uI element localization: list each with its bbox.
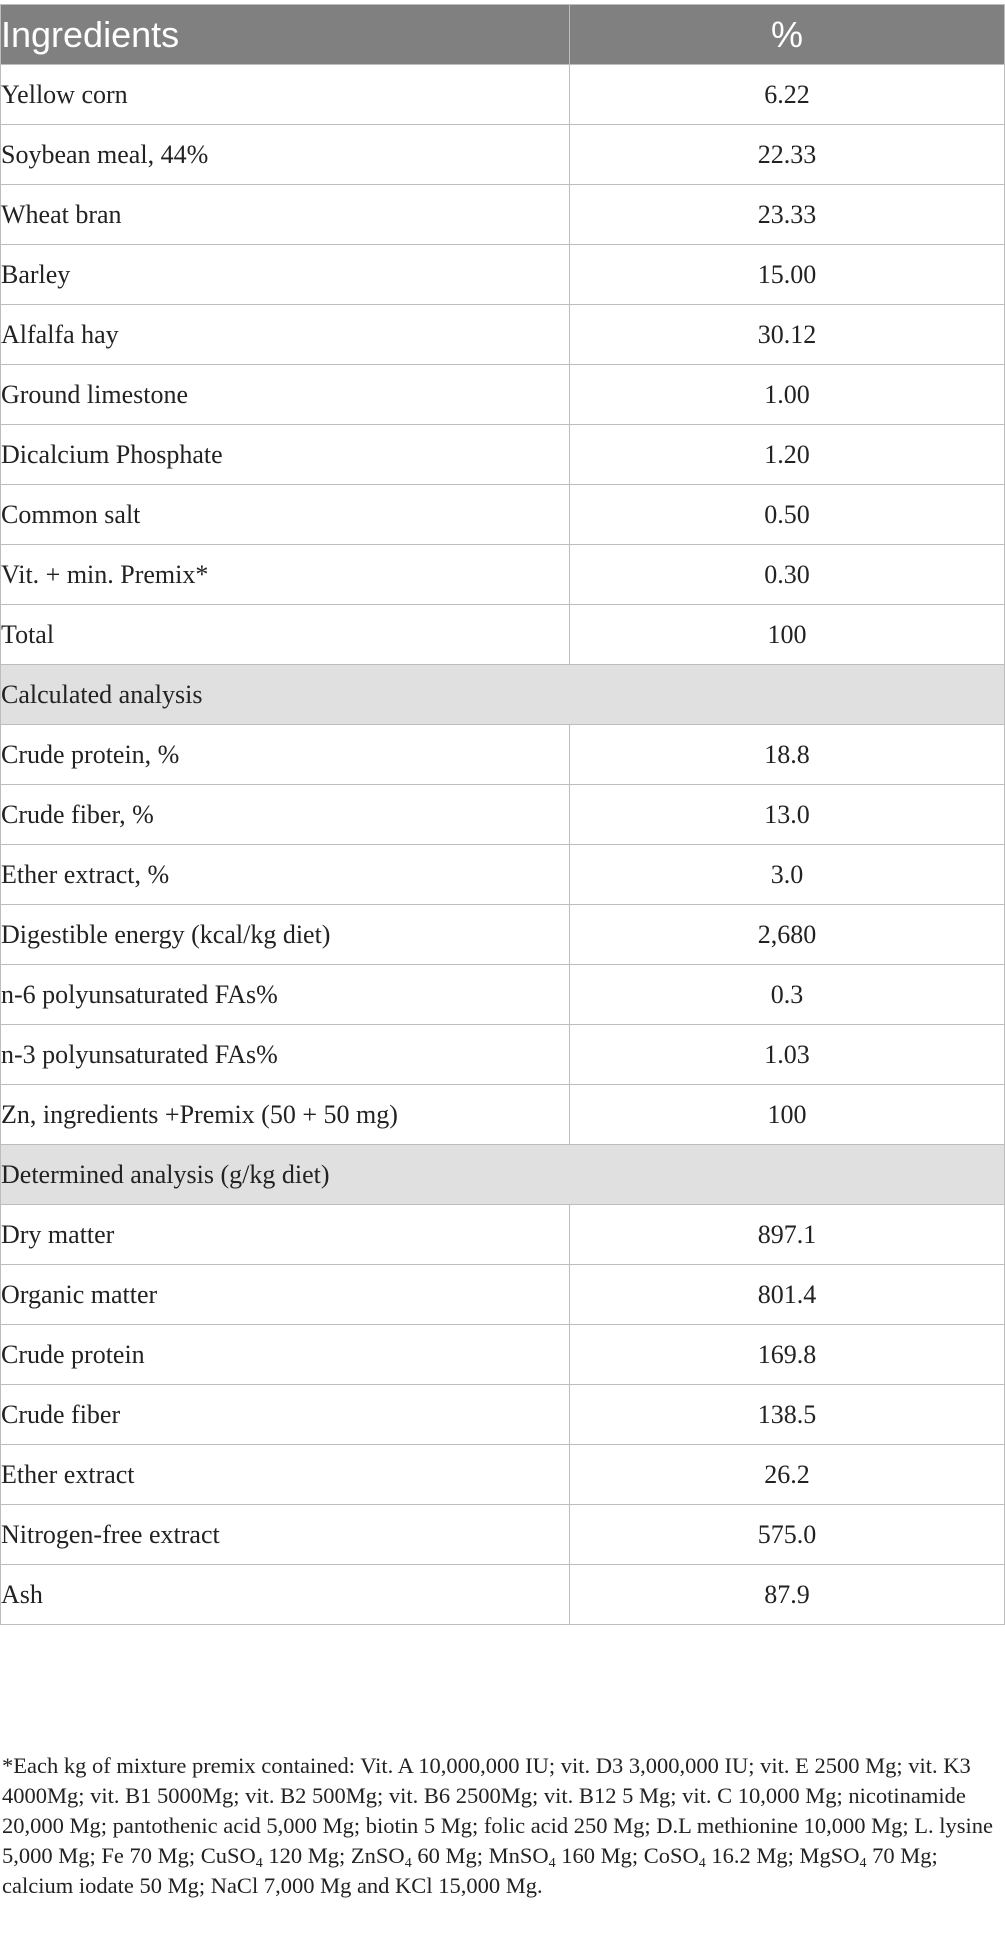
section-calculated-analysis (1, 665, 1005, 725)
table-row (1, 785, 1005, 845)
row-value: 575.0 (570, 1505, 1005, 1565)
row-label: n-6 polyunsaturated FAs% (1, 965, 570, 1025)
footnote-subscript: 4 (548, 1855, 556, 1871)
row-label: Crude fiber (1, 1385, 570, 1445)
section-title: Calculated analysis (1, 665, 1005, 725)
table-row (1, 1205, 1005, 1265)
table-row (1, 485, 1005, 545)
row-label: Crude protein (1, 1325, 570, 1385)
row-label: Total (1, 605, 570, 665)
row-value: 23.33 (570, 185, 1005, 245)
row-value: 22.33 (570, 125, 1005, 185)
row-label: Vit. + min. Premix* (1, 545, 570, 605)
row-value: 0.30 (570, 545, 1005, 605)
table-row (1, 65, 1005, 125)
row-label: Wheat bran (1, 185, 570, 245)
header-ingredients: Ingredients (1, 5, 570, 65)
table-row (1, 845, 1005, 905)
table-row (1, 365, 1005, 425)
premix-footnote (0, 1751, 1005, 1901)
row-value: 1.00 (570, 365, 1005, 425)
table-row (1, 185, 1005, 245)
table-row (1, 425, 1005, 485)
row-value: 2,680 (570, 905, 1005, 965)
footnote-subscript: 4 (255, 1855, 263, 1871)
row-value: 18.8 (570, 725, 1005, 785)
row-label: Crude protein, % (1, 725, 570, 785)
footnote-text: 16.2 Mg; MgSO (705, 1842, 860, 1868)
footnote-text: 160 Mg; CoSO (555, 1842, 699, 1868)
row-label: Crude fiber, % (1, 785, 570, 845)
row-label: Ground limestone (1, 365, 570, 425)
row-value: 26.2 (570, 1445, 1005, 1505)
table-row-total (1, 605, 1005, 665)
row-label: Nitrogen-free extract (1, 1505, 570, 1565)
row-label: Dicalcium Phosphate (1, 425, 570, 485)
table-row (1, 1265, 1005, 1325)
row-value: 0.3 (570, 965, 1005, 1025)
footnote-subscript: 4 (404, 1855, 412, 1871)
section-determined-analysis (1, 1145, 1005, 1205)
table-row (1, 245, 1005, 305)
row-value: 138.5 (570, 1385, 1005, 1445)
row-value: 100 (570, 605, 1005, 665)
row-value: 801.4 (570, 1265, 1005, 1325)
row-label: Ash (1, 1565, 570, 1625)
row-label: Yellow corn (1, 65, 570, 125)
footnote-subscript: 4 (859, 1855, 867, 1871)
row-value: 1.20 (570, 425, 1005, 485)
row-value: 169.8 (570, 1325, 1005, 1385)
row-label: Organic matter (1, 1265, 570, 1325)
table-row (1, 1505, 1005, 1565)
table-header-row (1, 5, 1005, 65)
table-row (1, 1565, 1005, 1625)
row-value: 897.1 (570, 1205, 1005, 1265)
table-row (1, 1445, 1005, 1505)
table-row (1, 1025, 1005, 1085)
footnote-text: 120 Mg; ZnSO (262, 1842, 405, 1868)
table-row (1, 905, 1005, 965)
footnote-subscript: 4 (698, 1855, 706, 1871)
table-row (1, 305, 1005, 365)
table-row (1, 545, 1005, 605)
row-value: 6.22 (570, 65, 1005, 125)
table-row (1, 125, 1005, 185)
row-value: 87.9 (570, 1565, 1005, 1625)
row-label: Dry matter (1, 1205, 570, 1265)
row-label: Ether extract (1, 1445, 570, 1505)
diet-composition-table (0, 4, 1005, 1625)
row-label: Zn, ingredients +Premix (50 + 50 mg) (1, 1085, 570, 1145)
row-value: 13.0 (570, 785, 1005, 845)
row-value: 3.0 (570, 845, 1005, 905)
footnote-text: 60 Mg; MnSO (411, 1842, 549, 1868)
section-title: Determined analysis (g/kg diet) (1, 1145, 1005, 1205)
table-row (1, 1385, 1005, 1445)
header-percent: % (570, 5, 1005, 65)
row-label: Barley (1, 245, 570, 305)
row-value: 100 (570, 1085, 1005, 1145)
table-row (1, 965, 1005, 1025)
table-row (1, 1085, 1005, 1145)
row-label: Alfalfa hay (1, 305, 570, 365)
row-label: Digestible energy (kcal/kg diet) (1, 905, 570, 965)
row-value: 0.50 (570, 485, 1005, 545)
row-value: 30.12 (570, 305, 1005, 365)
row-label: n-3 polyunsaturated FAs% (1, 1025, 570, 1085)
footnote-text: *Each kg of mixture premix contained: Vit. A 10,000,000 IU; vit. D3 3,000,000 IU; vit. E 2500 Mg; vit. K3 4000Mg; vit. B1 5000Mg; vit. B2 500Mg; vit. B6 2500Mg; vit. B12 5 Mg; vit. C 10,000 Mg; nicotinamide 20,000 Mg; pantothenic acid 5,000 Mg; biotin 5 Mg; folic acid 250 Mg; D.L methionine 10,000 Mg; L. lysine 5,000 Mg; Fe 70 Mg; CuSO (2, 1752, 993, 1868)
row-label: Ether extract, % (1, 845, 570, 905)
footnote-text: 70 Mg; calcium iodate 50 Mg; NaCl 7,000 Mg and KCl 15,000 Mg. (2, 1842, 938, 1898)
row-label: Soybean meal, 44% (1, 125, 570, 185)
row-value: 1.03 (570, 1025, 1005, 1085)
row-value: 15.00 (570, 245, 1005, 305)
row-label: Common salt (1, 485, 570, 545)
table-row (1, 725, 1005, 785)
table-row (1, 1325, 1005, 1385)
